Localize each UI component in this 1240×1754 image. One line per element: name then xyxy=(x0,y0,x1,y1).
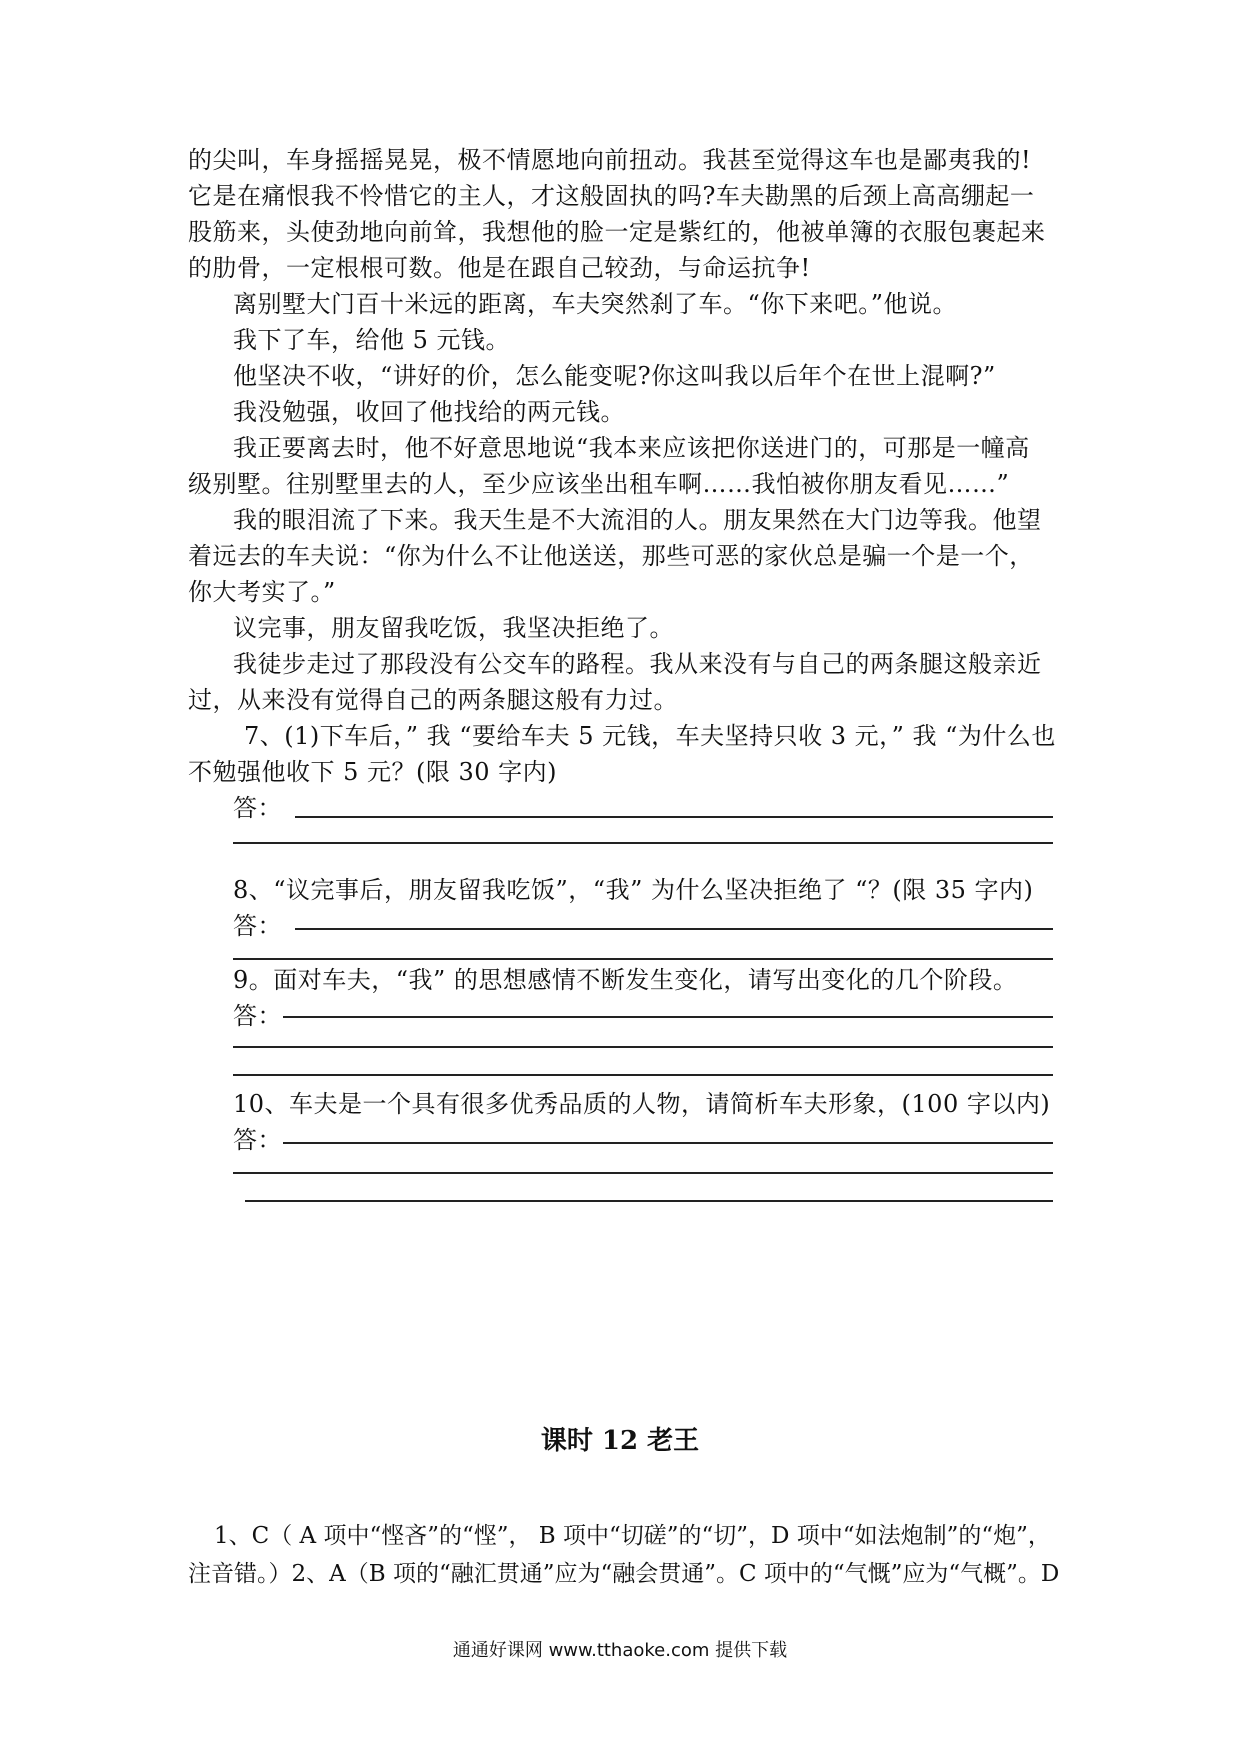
answer-line[interactable] xyxy=(233,958,1053,960)
question-7-text: 7、(1)下车后，” 我 “要给车夫 5 元钱，车夫坚持只收 3 元，” 我 “为什么也 xyxy=(244,722,1056,750)
answer-label: 答： xyxy=(233,912,282,940)
answer-8-row-2 xyxy=(188,942,1058,962)
answer-10-row-2 xyxy=(188,1156,1058,1186)
passage-line: 我徒步走过了那段没有公交车的路程。我从来没有与自己的两条腿这般亲近 xyxy=(233,650,1042,678)
section-title: 课时 12 老王 xyxy=(540,1426,700,1456)
passage-line: 过，从来没有觉得自己的两条腿这般有力过。 xyxy=(188,686,678,714)
answer-line[interactable] xyxy=(283,1016,1053,1018)
answer-10-row xyxy=(188,1122,1058,1156)
passage-line: 我的眼泪流了下来。我天生是不大流泪的人。朋友果然在大门边等我。他望 xyxy=(233,506,1042,534)
passage-line: 的尖叫，车身摇摇晃晃，极不情愿地向前扭动。我甚至觉得这车也是鄙夷我的! xyxy=(188,146,1032,174)
question-10-text: 10、车夫是一个具有很多优秀品质的人物，请简析车夫形象，(100 字以内) xyxy=(233,1090,1051,1118)
answer-line[interactable] xyxy=(233,1074,1053,1076)
passage-line: 它是在痛恨我不怜惜它的主人，才这般固执的吗?车夫勘黑的后颈上高高绷起一 xyxy=(188,182,1035,210)
question-8-text: 8、“议完事后，朋友留我吃饭”，“我” 为什么坚决拒绝了 “？(限 35 字内) xyxy=(233,876,1034,904)
passage-line: 着远去的车夫说：“你为什么不让他送送，那些可恶的家伙总是骗一个是一个， xyxy=(188,542,1034,570)
answer-label: 答： xyxy=(233,1002,282,1030)
answer-10-row-3 xyxy=(188,1186,1058,1216)
passage-line: 离别墅大门百十米远的距离，车夫突然刹了车。“你下来吧。”他说。 xyxy=(233,290,958,318)
answer-line[interactable] xyxy=(295,928,1053,930)
question-7-text-cont: 不勉强他收下 5 元？(限 30 字内) xyxy=(188,758,558,786)
passage-line: 的肋骨，一定根根可数。他是在跟自己较劲，与命运抗争! xyxy=(188,254,811,282)
passage-line: 议完事，朋友留我吃饭，我坚决拒绝了。 xyxy=(233,614,674,642)
passage-line: 你大考实了。” xyxy=(188,578,336,606)
answer-line[interactable] xyxy=(283,1142,1053,1144)
passage-text xyxy=(188,142,1058,1216)
answer-key xyxy=(188,1517,1058,1593)
passage-line: 股筋来，头使劲地向前耸，我想他的脸一定是紫红的，他被单簿的衣服包裹起来 xyxy=(188,218,1046,246)
question-9-text: 9。面对车夫，“我” 的思想感情不断发生变化，请写出变化的几个阶段。 xyxy=(233,966,1018,994)
answer-label: 答： xyxy=(233,794,282,822)
footer-credit: 通通好课网 www.tthaoke.com 提供下载 xyxy=(452,1640,788,1661)
answer-line[interactable] xyxy=(233,1046,1053,1048)
answer-7-row-2 xyxy=(188,824,1058,872)
answer-label: 答： xyxy=(233,1126,282,1154)
answer-9-row-2 xyxy=(188,1032,1058,1064)
answer-9-row-3 xyxy=(188,1064,1058,1086)
answer-key-line: 注音错。）2、A（B 项的“融汇贯通”应为“融会贯通”。C 项中的“气慨”应为“气概”。D xyxy=(188,1561,1060,1587)
passage-line: 我正要离去时，他不好意思地说“我本来应该把你送进门的，可那是一幢高 xyxy=(233,434,1030,462)
passage-line: 我没勉强，收回了他找给的两元钱。 xyxy=(233,398,625,426)
answer-key-line: 1、C（ A 项中“悭吝”的“悭”， B 项中“切磋”的“切”，D 项中“如法炮制”的“炮”， xyxy=(214,1523,1051,1549)
answer-line[interactable] xyxy=(233,1172,1053,1174)
answer-line[interactable] xyxy=(245,1200,1053,1202)
answer-line[interactable] xyxy=(295,816,1053,818)
answer-8-row xyxy=(188,908,1058,942)
passage-line: 我下了车，给他 5 元钱。 xyxy=(233,326,511,354)
passage-line: 级别墅。往别墅里去的人，至少应该坐出租车啊……我怕被你朋友看见……” xyxy=(188,470,1010,498)
answer-7-row xyxy=(188,790,1058,824)
answer-9-row xyxy=(188,998,1058,1032)
passage-line: 他坚决不收，“讲好的价，怎么能变呢?你这叫我以后年个在世上混啊?” xyxy=(233,362,996,390)
answer-line[interactable] xyxy=(233,842,1053,844)
